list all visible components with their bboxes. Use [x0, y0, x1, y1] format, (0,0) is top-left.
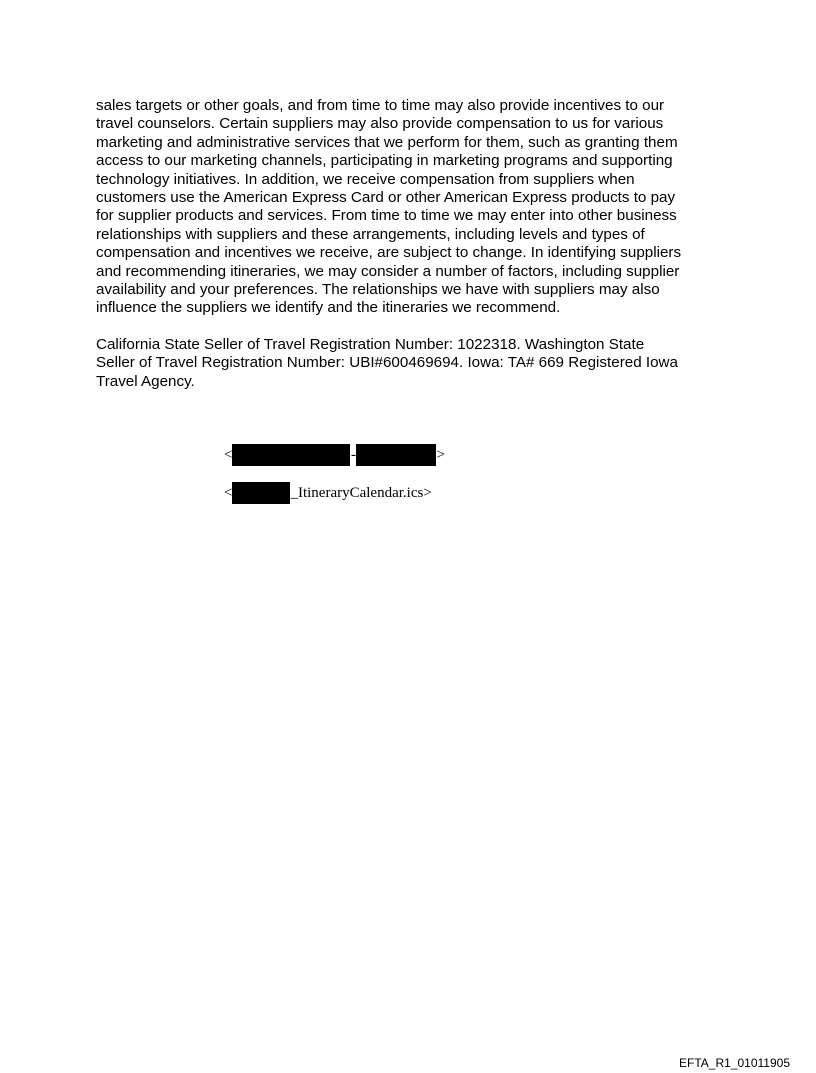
registration-paragraph: [96, 336, 736, 391]
text-line: marketing and administrative services that we perform for them, such as granting them: [96, 133, 678, 151]
attachment-link-calendar[interactable]: [224, 482, 432, 504]
attachment-filename-suffix: _ItineraryCalendar.ics>: [290, 485, 432, 501]
attachment-link-1[interactable]: [224, 444, 445, 466]
text-line: technology initiatives. In addition, we receive compensation from suppliers when: [96, 170, 635, 188]
text-line: customers use the American Express Card or other American Express products to pay: [96, 189, 676, 207]
attachment-open-bracket: <: [224, 485, 233, 501]
document-id-footer: EFTA_R1_01011905: [679, 1056, 790, 1070]
attachment-separator: -: [350, 447, 356, 463]
text-line: Travel Agency.: [96, 372, 195, 390]
disclosure-paragraph: [96, 97, 736, 318]
attachment-open-bracket: <: [224, 447, 233, 463]
text-line: sales targets or other goals, and from time to time may also provide incentives to our: [96, 97, 665, 114]
text-line: and recommending itineraries, we may consider a number of factors, including supplier: [96, 262, 680, 280]
text-line: travel counselors. Certain suppliers may also provide compensation to us for various: [96, 115, 664, 133]
text-line: influence the suppliers we identify and the itineraries we recommend.: [96, 299, 561, 317]
redaction-block: [232, 444, 350, 466]
attachment-close-bracket: >: [436, 447, 445, 463]
text-line: California State Seller of Travel Registration Number: 1022318. Washington State: [96, 336, 645, 353]
redaction-block: [356, 444, 436, 466]
text-line: for supplier products and services. From time to time we may enter into other business: [96, 207, 677, 225]
text-line: access to our marketing channels, participating in marketing programs and supporting: [96, 152, 673, 170]
text-line: relationships with suppliers and these arrangements, including levels and types of: [96, 225, 645, 243]
text-line: compensation and incentives we receive, are subject to change. In identifying suppliers: [96, 244, 682, 262]
text-line: availability and your preferences. The relationships we have with suppliers may also: [96, 281, 660, 299]
text-line: Seller of Travel Registration Number: UBI#600469694. Iowa: TA# 669 Registered Iowa: [96, 354, 678, 372]
redaction-block: [232, 482, 290, 504]
